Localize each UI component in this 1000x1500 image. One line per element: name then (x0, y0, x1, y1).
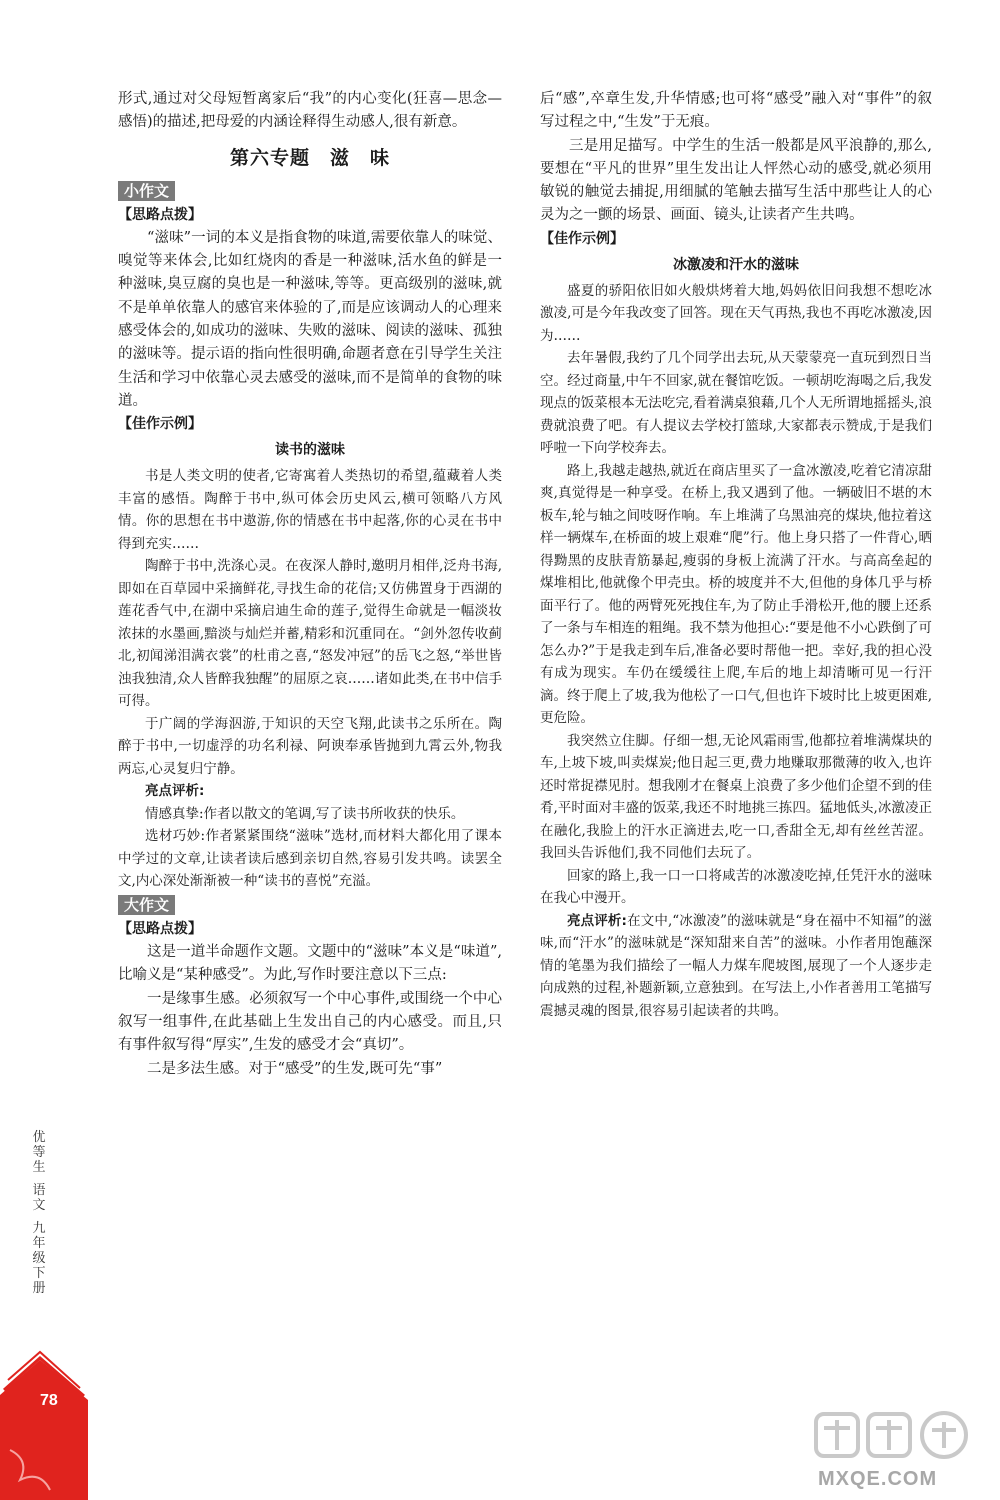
grade-char: 年 (32, 1236, 46, 1251)
series-char: 优 (32, 1130, 46, 1145)
hint-paragraph: 一是缘事生感。必须叙写一个中心事件,或围绕一个中心叙写一组事件,在此基础上生发出自己的内心感受。而且,只有事件叙写得“厚实”,生发的感受才会“真切”。 (118, 990, 502, 1054)
watermark-text: MXQE.COM (818, 1468, 938, 1490)
hint-paragraph: 这是一道半命题作文题。文题中的“滋味”本义是“味道”,比喻义是“某种感受”。为此,写作时要注意以下三点: (118, 944, 502, 984)
grade-char: 下 (32, 1266, 46, 1281)
series-char: 生 (32, 1160, 46, 1175)
example-label: 【佳作示例】 (540, 230, 624, 247)
article-paragraph: 书是人类文明的使者,它寄寓着人类热切的希望,蕴藏着人类丰富的感悟。陶醉于书中,纵可体会历史风云,横可领略八方风情。你的思想在书中遨游,你的情感在书中起落,你的心灵在书中得到充实…… (118, 468, 502, 552)
series-char: 等 (32, 1145, 46, 1160)
subject-char: 文 (32, 1198, 46, 1213)
subject-char: 语 (32, 1183, 46, 1198)
right-column (540, 88, 932, 1022)
page-corner-decoration (0, 1340, 90, 1500)
hint-label: 【思路点拨】 (118, 921, 202, 938)
hint-paragraph: 三是用足描写。中学生的生活一般都是风平浪静的,那么,要想在“平凡的世界”里生发出让人怦然心动的感受,就必须用敏锐的触觉去捕捉,用细腻的笔触去描写生活中那些让人的心灵为之一颤的场景、画面、镜头,让读者产生共鸣。 (540, 137, 932, 224)
example-label: 【佳作示例】 (118, 416, 202, 433)
article-paragraph: 我突然立住脚。仔细一想,无论风霜雨雪,他都拉着堆满煤块的车,上坡下坡,叫卖煤炭;他日起三更,费力地赚取那微薄的收入,也许还时常捉襟见肘。想我刚才在餐桌上浪费了多少他们企望不到的佳肴,平时面对丰盛的饭菜,我还不时地挑三拣四。猛地低头,冰激凌正在融化,我脸上的汗水正滴进去,吃一口,香甜全无,却有丝丝苦涩。我回头告诉他们,我不同他们去玩了。 (540, 732, 932, 862)
article-paragraph: 去年暑假,我约了几个同学出去玩,从天蒙蒙亮一直玩到烈日当空。经过商量,中午不回家,就在餐馆吃饭。一顿胡吃海喝之后,我发现点的饭菜根本无法吃完,看着满桌狼藉,几个人无所谓地摇摇头,浪费就浪费了吧。有人提议去学校打篮球,大家都表示赞成,于是我们呼啦一下向学校奔去。 (540, 350, 932, 457)
article-title: 读书的滋味 (275, 442, 345, 459)
book-sidebar (28, 1130, 50, 1296)
highlight-label: 亮点评析: (567, 912, 627, 929)
article-title: 冰激凌和汗水的滋味 (673, 256, 799, 273)
grade-char: 册 (32, 1281, 46, 1296)
hint-paragraph: “滋味”一词的本义是指食物的味道,需要依靠人的味觉、嗅觉等来体会,比如红烧肉的香是一种滋味,活水鱼的鲜是一种滋味,臭豆腐的臭也是一种滋味,等等。更高级别的滋味,就不是单单依靠人的感官来体验的了,而是应该调动人的心理来感受体会的,如成功的滋味、失败的滋味、阅读的滋味、孤独的滋味等。提示语的指向性很明确,命题者意在引导学生关注生活和学习中依靠心灵去感受的滋味,而不是简单的食物的味道。 (118, 229, 502, 409)
highlight-paragraph: 在文中,“冰激凌”的滋味就是“身在福中不知福”的滋味,而“汗水”的滋味就是“深知甜来自苦”的滋味。小作者用饱蘸深情的笔墨为我们描绘了一幅人力煤车爬坡图,展现了一个人逐步走向成熟的过程,补题新颖,立意独到。在写法上,小作者善用工笔描写震撼灵魂的图景,很容易引起读者的共鸣。 (540, 912, 932, 1019)
article-paragraph: 陶醉于书中,洗涤心灵。在夜深人静时,邀明月相伴,泛舟书海,即如在百草园中采摘鲜花,寻找生命的花信;又仿佛置身于西湖的莲花香气中,在湖中采摘启迪生命的莲子,觉得生命就是一幅淡妆浓抹的水墨画,黯淡与灿烂并蓄,精彩和沉重同在。“剑外忽传收蓟北,初闻涕泪满衣裳”的杜甫之喜,“怒发冲冠”的岳飞之怒,“举世皆浊我独清,众人皆醉我独醒”的屈原之哀……诸如此类,在书中信手可得。 (118, 558, 502, 710)
hint-label: 【思路点拨】 (118, 206, 202, 223)
left-column (118, 88, 502, 1081)
continued-paragraph: 后“感”,卒章生发,升华情感;也可将“感受”融入对“事件”的叙写过程之中,“生发”于无痕。 (540, 91, 932, 131)
hint-paragraph: 二是多法生感。对于“感受”的生发,既可先“事” (147, 1060, 443, 1077)
big-essay-tag: 大作文 (118, 895, 175, 915)
intro-paragraph: 形式,通过对父母短暂离家后“我”的内心变化(狂喜—思念—感悟)的描述,把母爱的内涵诠释得生动感人,很有新意。 (118, 91, 502, 131)
page-number: 78 (40, 1392, 58, 1409)
grade-char: 级 (32, 1251, 46, 1266)
article-paragraph: 路上,我越走越热,就近在商店里买了一盒冰激凌,吃着它清凉甜爽,真觉得是一种享受。在桥上,我又遇到了他。一辆破旧不堪的木板车,轮与轴之间吱呀作响。车上堆满了乌黑油亮的煤块,他拉着这样一辆煤车,在桥面的坡上艰难“爬”行。他上身只搭了一件背心,晒得黝黑的皮肤青筋暴起,瘦弱的身板上流满了汗水。与高高垒起的煤堆相比,他就像个甲壳虫。桥的坡度并不大,但他的身体几乎与桥面平行了。他的两臂死死拽住车,为了防止手滑松开,他的腰上还系了一条与车相连的粗绳。我不禁为他担心:“要是他不小心跌倒了可怎么办?”于是我走到车后,准备必要时帮他一把。幸好,我的担心没有成为现实。车仍在缓缓往上爬,车后的地上却清晰可见一行汗滴。终于爬上了坡,我为他松了一口气,但也许下坡时比上坡更困难,更危险。 (540, 462, 932, 727)
highlight-paragraph: 情感真挚:作者以散文的笔调,写了读书所收获的快乐。 (145, 805, 465, 822)
article-paragraph: 盛夏的骄阳依旧如火般烘烤着大地,妈妈依旧问我想不想吃冰激凌,可是今年我改变了回答。现在天气再热,我也不再吃冰激凌,因为…… (540, 282, 932, 344)
highlight-label: 亮点评析: (145, 783, 205, 800)
grade-char: 九 (32, 1221, 46, 1236)
article-paragraph: 于广阔的学海泅游,于知识的天空飞翔,此读书之乐所在。陶醉于书中,一切虚浮的功名利禄、阿谀奉承皆抛到九霄云外,物我两忘,心灵复归宁静。 (118, 715, 502, 777)
article-paragraph: 回家的路上,我一口一口将咸苦的冰激凌吃掉,任凭汗水的滋味在我心中漫开。 (540, 867, 932, 907)
highlight-paragraph: 选材巧妙:作者紧紧围绕“滋味”选材,而材料大都化用了课本中学过的文章,让读者读后感到亲切自然,容易引发共鸣。读罢全文,内心深处渐渐被一种“读书的喜悦”充溢。 (118, 828, 502, 890)
section-title: 第六专题 滋 味 (229, 146, 390, 169)
small-essay-tag: 小作文 (118, 181, 175, 201)
